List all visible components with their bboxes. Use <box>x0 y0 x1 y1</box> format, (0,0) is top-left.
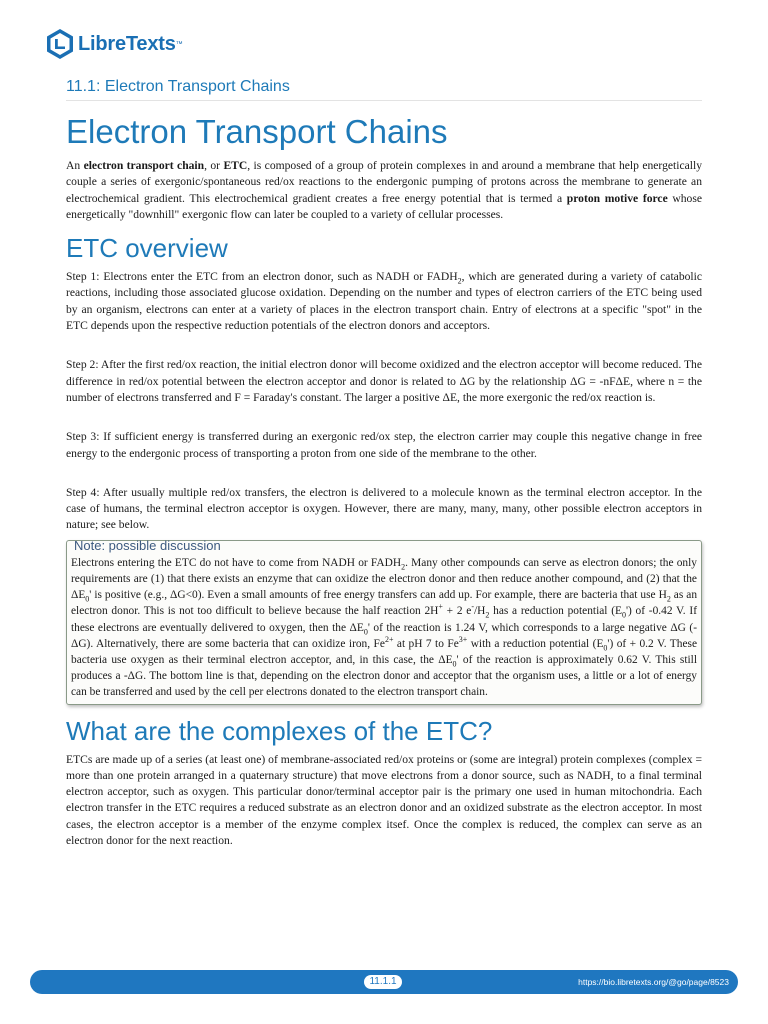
logo-text[interactable]: LibreTexts <box>78 32 176 55</box>
breadcrumb[interactable]: 11.1: Electron Transport Chains <box>66 78 702 101</box>
footer-bar <box>30 970 738 994</box>
site-header <box>46 26 183 62</box>
page-title: Electron Transport Chains <box>66 113 448 150</box>
section-heading-etc-overview: ETC overview <box>66 233 228 264</box>
step-4-paragraph: Step 4: After usually multiple red/ox transfers, the electron is delivered to a molecule known as the terminal electron acceptor. In the case of humans, the terminal electron acceptor is oxygen. However, there are many, many, many, other possible electron acceptors in nature; see below. <box>66 485 702 532</box>
logo-trademark: ™ <box>175 40 183 48</box>
step-3-paragraph: Step 3: If sufficient energy is transferred during an exergonic red/ox step, the electron carrier may couple this negative change in free energy to the endergonic process of transporting a proton from one side of the membrane to the other. <box>66 430 702 460</box>
page-number-badge: 11.1.1 <box>364 975 402 989</box>
step-1-paragraph: Step 1: Electrons enter the ETC from an electron donor, such as NADH or $FADH_2$, which are generated during a variety of catabolic reactions, including those associated glucose oxidation. Depending on the number and types of electron carriers of the ETC being used by an organism, electrons can enter at a variety of places in the electron transport chain. Entry of electrons at a specific "spot" in the ETC depends upon the respective reduction potentials of the electron donors and acceptors. <box>66 270 703 333</box>
section-heading-etc-complexes: What are the complexes of the ETC? <box>66 715 493 746</box>
note-body: Electrons entering the ETC do not have to come from NADH or $FADH_2$. Many other compounds can serve as electron donors; the only requirements are (1) that there exists an enzyme that can oxidize the electron donor and then reduce another compound, and (2) that the $\Delta E_0'$ is positive (e.g., ΔG<0). Even a small amounts of free energy transfers can add up. For example, there are bacteria that use $H_2$ as an electron donor. This is not too difficult to believe because the half reaction 2H+ + 2 $e^-/H_2$ has a reduction potential $(E_0')$ of -0.42 V. If these electrons are eventually delivered to oxygen, then the $\Delta E_0'$ of the reaction is 1.24 V, which corresponds to a large negative ΔG (-ΔG). Alternatively, there are some bacteria that can oxidize iron, $Fe^{2+}$ at pH 7 to $Fe^{3+}$ with a reduction potential $(E_0')$ of + 0.2 V. These bacteria use oxygen as their terminal electron acceptor, and, in this case, the $\Delta E_0'$ of the reaction is approximately 0.62 V. This still produces a -ΔG. The bottom line is that, depending on the electron donor and acceptor that the organism uses, a little or a lot of energy can be transferred and used by the cell per electrons donated to the electron transport chain. <box>71 556 698 699</box>
note-title: Note: possible discussion <box>74 537 221 553</box>
intro-paragraph: An electron transport chain, or ETC, is composed of a group of protein complexes in and around a membrane that help energetically couple a series of exergonic/spontaneous red/ox reactions to the endergonic pumping of protons across the membrane to generate an electrochemical gradient. This electrochemical gradient creates a free energy potential that is termed a proton motive force whose energetically "downhill" exergonic flow can later be coupled to a variety of cellular processes. <box>66 159 703 221</box>
note-box <box>66 537 702 705</box>
main-content <box>66 112 702 849</box>
libretexts-logo-icon[interactable] <box>46 28 74 60</box>
step-2-paragraph: Step 2: After the first red/ox reaction, the initial electron donor will become oxidized and the electron acceptor will become reduced. The difference in red/ox potential between the electron acceptor and donor is related to ΔG by the relationship ΔG = -nFΔE, where n = the number of electrons transferred and F = Faraday's constant. The larger a positive ΔE, the more exergonic the red/ox reaction is. <box>66 358 702 404</box>
complexes-paragraph: ETCs are made up of a series (at least one) of membrane-associated red/ox proteins or (some are integral) protein complexes (complex = more than one protein arranged in a quaternary structure) that move electrons from a donor source, such as NADH, to a final terminal electron acceptor, such as oxygen. This particular donor/terminal acceptor pair is the primary one used in human mitochondria. Each electron transfer in the ETC requires a reduced substrate as an electron donor and an oxidized substrate as the electron acceptor. In most cases, the electron acceptor is a member of the enzyme complex itsef. Once the complex is reduced, the complex can serve as an electron donor for the next reaction. <box>66 752 702 848</box>
footer-url-link[interactable]: https://bio.libretexts.org/@go/page/8523 <box>578 977 729 987</box>
